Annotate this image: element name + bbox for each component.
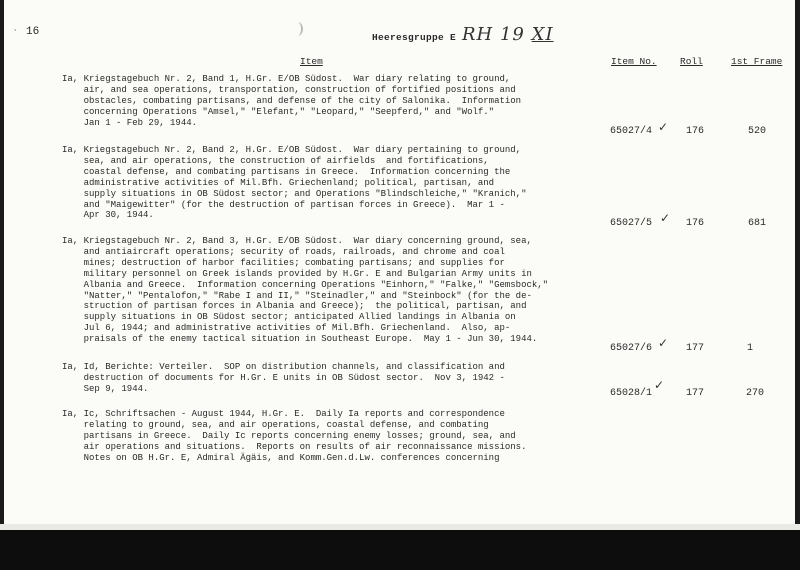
entry-item-no: 65028/1	[610, 388, 653, 399]
entry-roll: 176	[686, 218, 705, 229]
column-header-item: Item	[300, 56, 323, 67]
entry-frame: 681	[748, 218, 767, 229]
column-header-roll: Roll	[680, 56, 703, 67]
entry-item-no: 65027/5	[610, 218, 653, 229]
margin-tick-icon: ˋ	[12, 28, 20, 42]
entry-frame: 270	[746, 388, 765, 399]
entry-description: Ia, Kriegstagebuch Nr. 2, Band 3, H.Gr. E/OB Südost. War diary concerning ground, sea, and antiaircraft operations; security of roads, railroads, and chrome and coal mines; destruction of harbor facilities; combating partisans; and supplies for military personnel on Greek islands provided by H.Gr. E and Bulgarian Army units in Albania and Greece. Information concerning Operations "Einhorn," "Falke," "Gemsbock," "Natter," "Pentalofon," "Rabe I and II," "Steinadler," and "Steinbock" (for the de- struction of partisan forces in Albania and Greece); the political, partisan, and supply situations in OB Südost sector; anticipated Allied landings in Albania on Jul 6, 1944; and administrative activities of Mil.Bfh. Griechenland. Also, ap- praisals of the enemy tactical situation in Southeast Europe. May 1 - Jun 30, 1944.	[62, 236, 549, 345]
checkmark-icon: ✓	[658, 120, 669, 134]
entry-roll: 177	[686, 388, 705, 399]
punch-mark-icon	[292, 22, 303, 36]
column-header-item-no: Item No.	[611, 56, 657, 67]
entry-frame: 520	[748, 126, 767, 137]
entry-frame: 1	[747, 343, 754, 354]
checkmark-icon: ✓	[660, 211, 671, 225]
entry-description: Ia, Id, Berichte: Verteiler. SOP on distribution channels, and classification and destruction of documents for H.Gr. E units in OB Südost sector. Nov 3, 1942 - Sep 9, 1944.	[62, 362, 505, 394]
handwritten-ref-sub: XI	[531, 24, 554, 45]
entry-description: Ia, Kriegstagebuch Nr. 2, Band 2, H.Gr. E/OB Südost. War diary pertaining to ground, sea, and air operations, the construction of airfields and fortifications, coastal defense, and combating partisans in Greece. Information concerning the administrative activities of Mil.Bfh. Griechenland; political, partisan, and supply situations in OB Südost sector; and Operations "Blindschleiche," "Kranich," and "Maigewitter" (for the destruction of partisan forces in Greece). Mar 1 - Apr 30, 1944.	[62, 145, 527, 221]
checkmark-icon: ✓	[658, 336, 669, 350]
entry-item-no: 65027/6	[610, 343, 653, 354]
handwritten-reference	[462, 24, 554, 45]
entry-description: Ia, Ic, Schriftsachen - August 1944, H.Gr. E. Daily Ia reports and correspondence relating to ground, sea, and air operations, coastal defense, and combating partisans in Greece. Daily Ic reports concerning enemy losses; ground, sea, and air operations and situations. Reports on results of air reconnaissance missions. Notes on OB H.Gr. E, Admiral Ägäis, and Komm.Gen.d.Lw. conferences concerning	[62, 409, 527, 463]
page-title: Heeresgruppe E	[372, 32, 457, 43]
entry-item-no: 65027/4	[610, 126, 653, 137]
entry-roll: 176	[686, 126, 705, 137]
page-number: 16	[26, 26, 40, 38]
scan-edge-right	[795, 0, 800, 570]
entry-description: Ia, Kriegstagebuch Nr. 2, Band 1, H.Gr. E/OB Südost. War diary relating to ground, air, and sea operations, transportation, construction of fortified positions and obstacles, combating partisans, and defense of the city of Salonika. Information concerning Operations "Amsel," "Elefant," "Leopard," "Seepferd," and "Wolf." Jan 1 - Feb 29, 1944.	[62, 74, 522, 128]
handwritten-ref-main: RH 19	[462, 24, 525, 45]
scan-edge-left	[0, 0, 4, 570]
column-header-first-frame: 1st Frame	[731, 56, 783, 67]
entry-roll: 177	[686, 343, 705, 354]
checkmark-icon: ✓	[654, 378, 665, 392]
scan-bottom-band	[0, 530, 800, 570]
